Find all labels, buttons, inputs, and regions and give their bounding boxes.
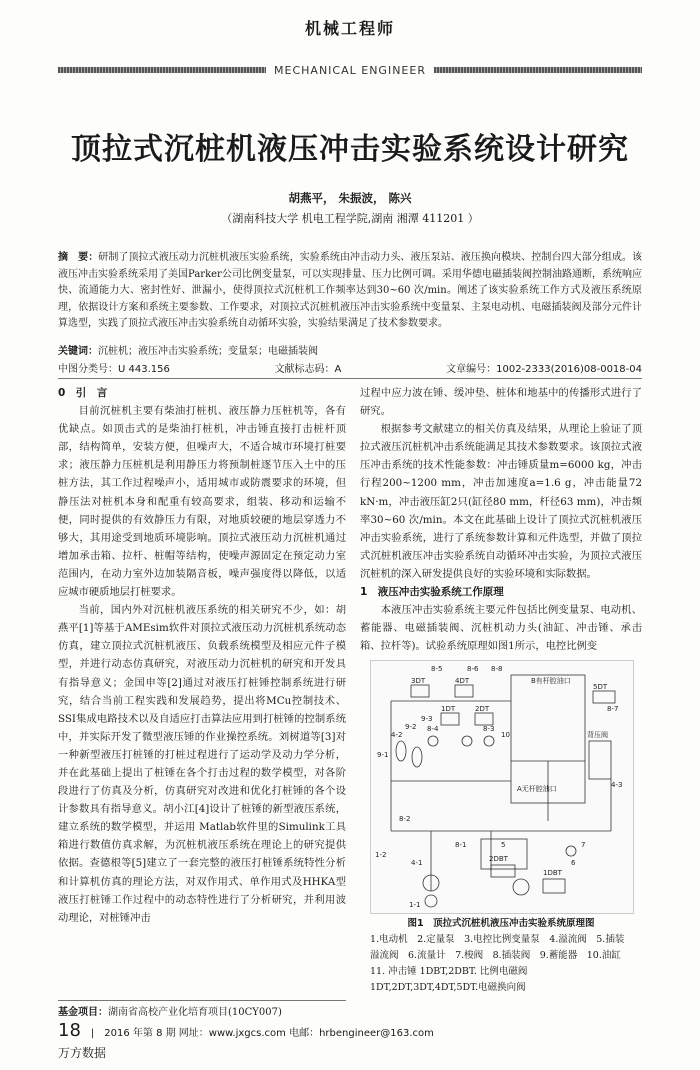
label-8-4: 8-4 [427, 725, 439, 733]
doc-code: 文献标志码：A [274, 364, 342, 375]
right-column [360, 384, 642, 655]
valve-5dt [593, 691, 615, 703]
pump-2 [513, 879, 529, 895]
journal-header-band [58, 64, 642, 76]
label-1-1: 1-1 [409, 901, 421, 909]
intro-paragraph-1: 目前沉桩机主要有柴油打桩机、液压静力压桩机等，各有优缺点。如顶击式的是柴油打桩机，冲击锤直接打击桩杆顶部，结构简单，安装方便，但噪声大，不适合城市环境打桩要求；液压静力压桩机是利用静压力将预制桩逐节压入土中的压桩方法，其工作过程噪声小，适用城市或防震要求的环境，但静压法对桩机本身和配重有较高要求，组装、移动和运输不便，同时提供的有效静压力有限，对地质较硬的地层穿透力不够大，其用途受到地质环境影响。顶拉式液压动力沉桩机通过增加承击箱、拉杆、桩帽等结构，使噪声源固定在预定动力室范围内，在动力室外边加装隔音板，噪声强度得以降低，以适应城市硬质地层打桩要求。 [58, 405, 346, 599]
label-b-port: B有杆腔油口 [531, 677, 571, 685]
label-6: 6 [571, 859, 576, 867]
caption-title: 图1 顶拉式沉桩机液压冲击实验系统原理图 [407, 918, 595, 929]
label-8-6: 8-6 [467, 665, 479, 673]
keywords-text: 沉桩机；液压冲击实验系统；变量泵；电磁插装阀 [98, 346, 318, 357]
classification-line [58, 360, 642, 375]
header-rule-left [58, 67, 266, 73]
label-1-2: 1-2 [375, 851, 387, 859]
right-paragraph-3: 本液压冲击实验系统主要元件包括比例变量泵、电动机、蓄能器、电磁插装阀、沉桩机动力头(油缸、冲击锤、承击箱、拉杆等)。试验系统原理如图1所示，电控比例变 [360, 604, 642, 653]
label-1dbt: 1DBT [543, 869, 562, 877]
label-3dt: 3DT [411, 677, 426, 685]
label-8-3: 8-3 [483, 725, 495, 733]
label-4-3: 4-3 [611, 781, 623, 789]
label-8-2: 8-2 [399, 815, 411, 823]
label-8-7: 8-7 [607, 705, 619, 713]
source-brand: 万方数据 [58, 1046, 107, 1060]
valve-4dt [455, 685, 473, 697]
valve-2dbt [491, 865, 515, 877]
article-number: 文章编号：1002-2333(2016)08-0018-04 [446, 364, 642, 375]
abstract-label: 摘 要： [58, 252, 99, 263]
funding-note [58, 1000, 346, 1018]
label-4-2: 4-2 [391, 731, 403, 739]
funding-text: 湖南省高校产业化培育项目(10CY007) [108, 1007, 282, 1018]
figure-1 [370, 660, 634, 914]
valve-1dbt [543, 879, 565, 893]
valve-1dt [441, 713, 459, 725]
right-paragraph-1: 过程中应力波在锤、缓冲垫、桩体和地基中的传播形式进行了研究。 [360, 387, 642, 418]
figure-1-caption [370, 916, 632, 996]
caption-legend: 1.电动机 2.定量泵 3.电控比例变量泵 4.溢流阀 5.插装溢流阀 6.流量计 7.梭阀 8.插装阀 9.蓄能器 10.油缸 11. 冲击锤 1DBT,2DBT. 比例电磁阀 1DT,2DT,3DT,4DT,5DT.电磁换向阀 [370, 934, 631, 993]
label-9-2: 9-2 [405, 723, 417, 731]
section-0-heading: 0 引 言 [58, 387, 108, 399]
intro-paragraph-2: 当前，国内外对沉桩机液压系统的相关研究不少，如：胡燕平[1]等基于AMEsim软件对顶拉式液压动力沉桩机系统动态仿真，建立顶拉式沉桩机液压、负载系统模型及相应元件子模型，并进行动态仿真研究，对液压动力沉桩机的研究和开发具有指导意义；金国申等[2]通过对液压打桩锤控制系统进行研究，结合当前工程实践和发展趋势，提出将MCu控制技术、SSI集成电路技术以及自适应打击算法应用到打桩锤的控制系统中，并实际开发了微型液压锤的作业操控系统。刘树道等[3]对一种新型液压打桩锤的打桩过程进行了运动学及动力学分析，并在此基础上提出了桩锤在各个打击过程的数学模型，对各阶段进行了仿真及分析，仿真研究对改进和优化打桩锤的各个设计参数具有指导意义。胡小江[4]设计了桩锤的新型液压系统，建立系统的数学模型，并运用 Matlab软件里的Simulink工具箱进行数值仿真求解，为沉桩机液压系统在理论上的研究提供依据。查德根等[5]建立了一套完整的液压打桩锤系统特性分析和计算机仿真的理论方法，对双作用式、单作用式及HHKA型液压打桩锤工作过程中的动态特性进行了分析研究，并利用波动理论，对桩锤冲击 [58, 604, 346, 924]
paper-title: 顶拉式沉桩机液压冲击实验系统设计研究 [71, 132, 629, 167]
affiliation: （湖南科技大学 机电工程学院,湖南 湘潭 411201 ） [221, 212, 479, 225]
page-footer [58, 1020, 434, 1041]
hydraulic-schematic [371, 661, 633, 913]
abstract [58, 250, 642, 333]
right-paragraph-2: 根据参考文献建立的相关仿真及结果，从理论上验证了顶拉式液压沉桩机冲击系统能满足其技术参数要求。该顶拉式液压冲击系统的技术性能参数：冲击锤质量m=6000 kg，冲击行程200~1200 mm，冲击加速度a=1.6 g，冲击能量72 kN·m，冲击液压缸2只(缸径80 mm，杆径63 mm)，冲击频率30~60 次/min。本文在此基础上设计了顶拉式沉桩机液压冲击实验系统，进行了系统参数计算和元件选型，并做了顶拉式沉桩机液压冲击实验系统自动循环冲击实验，为顶拉式液压沉桩机的深入研发提供良好的实验环境和实际数据。 [360, 423, 642, 580]
label-4dt: 4DT [455, 677, 470, 685]
label-9-3: 9-3 [421, 715, 433, 723]
label-5dt: 5DT [593, 683, 608, 691]
back-pressure-valve [589, 741, 611, 779]
label-4-1: 4-1 [411, 859, 423, 867]
label-8-8: 8-8 [491, 665, 503, 673]
label-10: 10 [501, 731, 510, 739]
abstract-text: 研制了顶拉式液压动力沉桩机液压实验系统，实验系统由冲击动力头、液压泵站、液压换向模块、控制台四大部分组成。该液压冲击实验系统采用了美国Parker公司比例变量泵，可以实现排量、压力比例可调。采用华德电磁插装阀控制油路通断，系统响应快、流通能力大、密封性好、泄漏小，使得顶拉式沉桩机工作频率达到30~60 次/min。阐述了该实验系统工作方式及液压系统原理，依据设计方案和系统主要参数、工作要求，对顶拉式沉桩机液压冲击实验系统中变量泵、主泵电动机、电磁插装阀及部分元件计算选型，实践了顶拉式液压冲击实验系统自动循环实验，实验结果满足了技术参数要求。 [58, 252, 642, 329]
keywords-label: 关键词： [58, 346, 98, 357]
authors: 胡燕平， 朱振波， 陈兴 [288, 191, 412, 205]
label-8-5: 8-5 [431, 665, 443, 673]
label-1dt: 1DT [441, 705, 456, 713]
section-1-heading: 1 液压冲击实验系统工作原理 [360, 586, 504, 599]
valve-2dt [475, 713, 493, 725]
left-column [58, 384, 346, 927]
label-8-1: 8-1 [455, 841, 467, 849]
label-5: 5 [501, 841, 506, 849]
motor-1 [425, 895, 437, 907]
label-9-1: 9-1 [377, 751, 389, 759]
header-rule-right [434, 67, 642, 73]
valve-3dt [411, 685, 429, 697]
label-2dt: 2DT [475, 705, 490, 713]
footer-info: 2016 年第 8 期 网址：www.jxgcs.com 电邮：hrbengineer@163.com [104, 1028, 434, 1039]
funding-label: 基金项目： [58, 1007, 108, 1018]
journal-title-en: MECHANICAL ENGINEER [274, 63, 426, 77]
label-2dbt: 2DBT [489, 855, 508, 863]
label-7: 7 [581, 841, 586, 849]
keywords [58, 344, 642, 359]
page-number: 18 [58, 1020, 81, 1041]
clc-number: 中图分类号：U 443.156 [58, 364, 170, 375]
header-divider [58, 378, 642, 379]
label-back-valve: 背压阀 [587, 731, 608, 739]
footer-separator: | [90, 1028, 95, 1039]
label-a-port: A无杆腔油口 [517, 785, 557, 793]
journal-title-cn: 机械工程师 [304, 19, 395, 38]
